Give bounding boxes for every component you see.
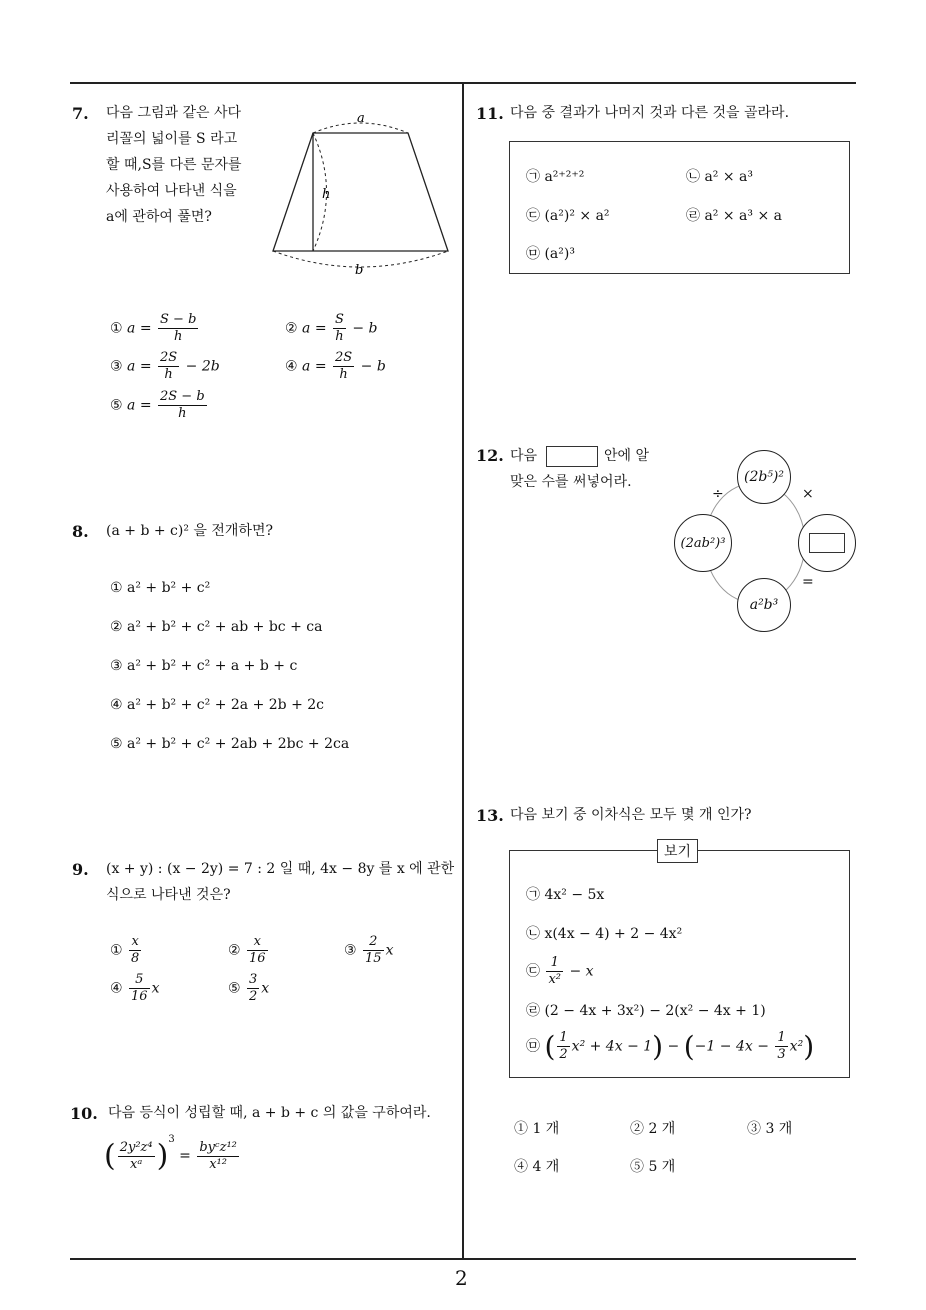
q11-item-5: ㉤ (a²)³	[526, 246, 575, 262]
q13-text: 다음 보기 중 이차식은 모두 몇 개 인가?	[510, 807, 752, 823]
label-b: b	[355, 263, 364, 278]
q11-item-4: ㉣ a² × a³ × a	[686, 208, 782, 224]
q9-choice-1[interactable]: ① $\frac{x}{8}$	[110, 934, 140, 966]
q13-choice-3[interactable]: ③ 3 개	[747, 1121, 793, 1137]
page-number: 2	[455, 1266, 468, 1290]
q13-box-title: 보기	[657, 839, 698, 863]
q12-op-equals: =	[802, 574, 814, 590]
q7-text-line: 다음 그림과 같은 사다	[106, 105, 242, 121]
q9-line1: (x + y) : (x − 2y) = 7 : 2 일 때, 4x − 8y 를 x 에 관한	[106, 861, 455, 877]
q12-text-a: 다음	[510, 448, 538, 464]
q12-op-multiply: ×	[802, 486, 814, 502]
q12-answer-box[interactable]	[809, 533, 845, 553]
q12-circle-right[interactable]	[798, 514, 856, 572]
q7-choice-5[interactable]: ⑤ a = $\frac{2S - b}{h}$	[110, 389, 205, 421]
q10-equation: ( $\frac{\text{2y²z⁴}}{\text{xᵃ}}$ )$^3$ = $\frac{\text{byᶜz¹²}}{\text{x¹²}}$	[104, 1134, 237, 1174]
q13-item-1: ㉠ 4x² − 5x	[526, 887, 605, 903]
q7-choice-2[interactable]: ② a = $\frac{S}{h}$ − b	[285, 312, 378, 344]
q7-choice-4[interactable]: ④ a = $\frac{2S}{h}$ − b	[285, 350, 386, 382]
q8-choice-1[interactable]: ① a² + b² + c²	[110, 580, 211, 596]
q10-text: 다음 등식이 성립할 때, a + b + c 의 값을 구하여라.	[108, 1105, 431, 1121]
q12-number: 12.	[476, 446, 504, 465]
column-divider	[462, 83, 464, 1259]
label-h: h	[322, 187, 331, 202]
q13-choice-2[interactable]: ② 2 개	[630, 1121, 676, 1137]
q7-choice-3[interactable]: ③ a = $\frac{2S}{h}$ − 2b	[110, 350, 220, 382]
q7-text	[106, 100, 276, 230]
q11-item-3: ㉢ (a²)² × a²	[526, 208, 610, 224]
q8-number: 8.	[72, 522, 89, 541]
q9-choice-4[interactable]: ④ $\frac{5}{16}$ x	[110, 972, 160, 1004]
q9-choice-3[interactable]: ③ $\frac{2}{15}$ x	[344, 934, 394, 966]
trapezoid-figure	[265, 108, 460, 278]
q9-line2: 식으로 나타낸 것은?	[106, 887, 231, 903]
q7-text-line: 할 때,S를 다른 문자를	[106, 157, 242, 173]
q12-circle-left: (2ab²)³	[674, 514, 732, 572]
q13-item-2: ㉡ x(4x − 4) + 2 − 4x²	[526, 926, 683, 942]
q8-choice-3[interactable]: ③ a² + b² + c² + a + b + c	[110, 658, 298, 674]
q7-text-line: a에 관하여 풀면?	[106, 209, 212, 225]
q10-number: 10.	[70, 1104, 98, 1123]
q13-choice-4[interactable]: ④ 4 개	[514, 1159, 560, 1175]
q7-text-line: 리꼴의 넓이를 S 라고	[106, 131, 238, 147]
q12-circle-bottom: a²b³	[737, 578, 791, 632]
q12-op-divide: ÷	[712, 486, 724, 502]
q11-number: 11.	[476, 104, 504, 123]
q8-choice-5[interactable]: ⑤ a² + b² + c² + 2ab + 2bc + 2ca	[110, 736, 350, 752]
q9-choice-2[interactable]: ② $\frac{x}{16}$	[228, 934, 266, 966]
q9-choice-5[interactable]: ⑤ $\frac{3}{2}$ x	[228, 972, 270, 1004]
q7-number: 7.	[72, 104, 89, 123]
q11-text: 다음 중 결과가 나머지 것과 다른 것을 골라라.	[510, 105, 790, 121]
bottom-rule	[70, 1258, 856, 1260]
q12-circle-top: (2b⁵)²	[737, 450, 791, 504]
q13-item-4: ㉣ (2 − 4x + 3x²) − 2(x² − 4x + 1)	[526, 1003, 766, 1019]
q9-number: 9.	[72, 860, 89, 879]
q13-item-5: ㉤ ( $\frac{1}{2}$ x² + 4x − 1) − (−1 − 4x − $\frac{1}{3}$ x²)	[526, 1030, 815, 1063]
q13-choice-1[interactable]: ① 1 개	[514, 1121, 560, 1137]
q13-choice-5[interactable]: ⑤ 5 개	[630, 1159, 676, 1175]
q12-blank-box[interactable]	[546, 446, 598, 467]
q8-choice-2[interactable]: ② a² + b² + c² + ab + bc + ca	[110, 619, 323, 635]
q7-choice-1[interactable]: ① a = $\frac{S - b}{h}$	[110, 312, 197, 344]
q12-text-line2: 맞은 수를 써넣어라.	[510, 474, 632, 490]
label-a: a	[357, 111, 365, 126]
q8-choice-4[interactable]: ④ a² + b² + c² + 2a + 2b + 2c	[110, 697, 325, 713]
q13-number: 13.	[476, 806, 504, 825]
q11-item-2: ㉡ a² × a³	[686, 169, 753, 185]
q7-text-line: 사용하여 나타낸 식을	[106, 183, 237, 199]
q13-item-3: ㉢ $\frac{1}{\text{x²}}$ − x	[526, 955, 594, 987]
q11-item-1: ㉠ a²⁺²⁺²	[526, 169, 585, 185]
q12-text-b: 안에 알	[604, 448, 650, 464]
q8-text: (a + b + c)² 을 전개하면?	[106, 523, 273, 539]
